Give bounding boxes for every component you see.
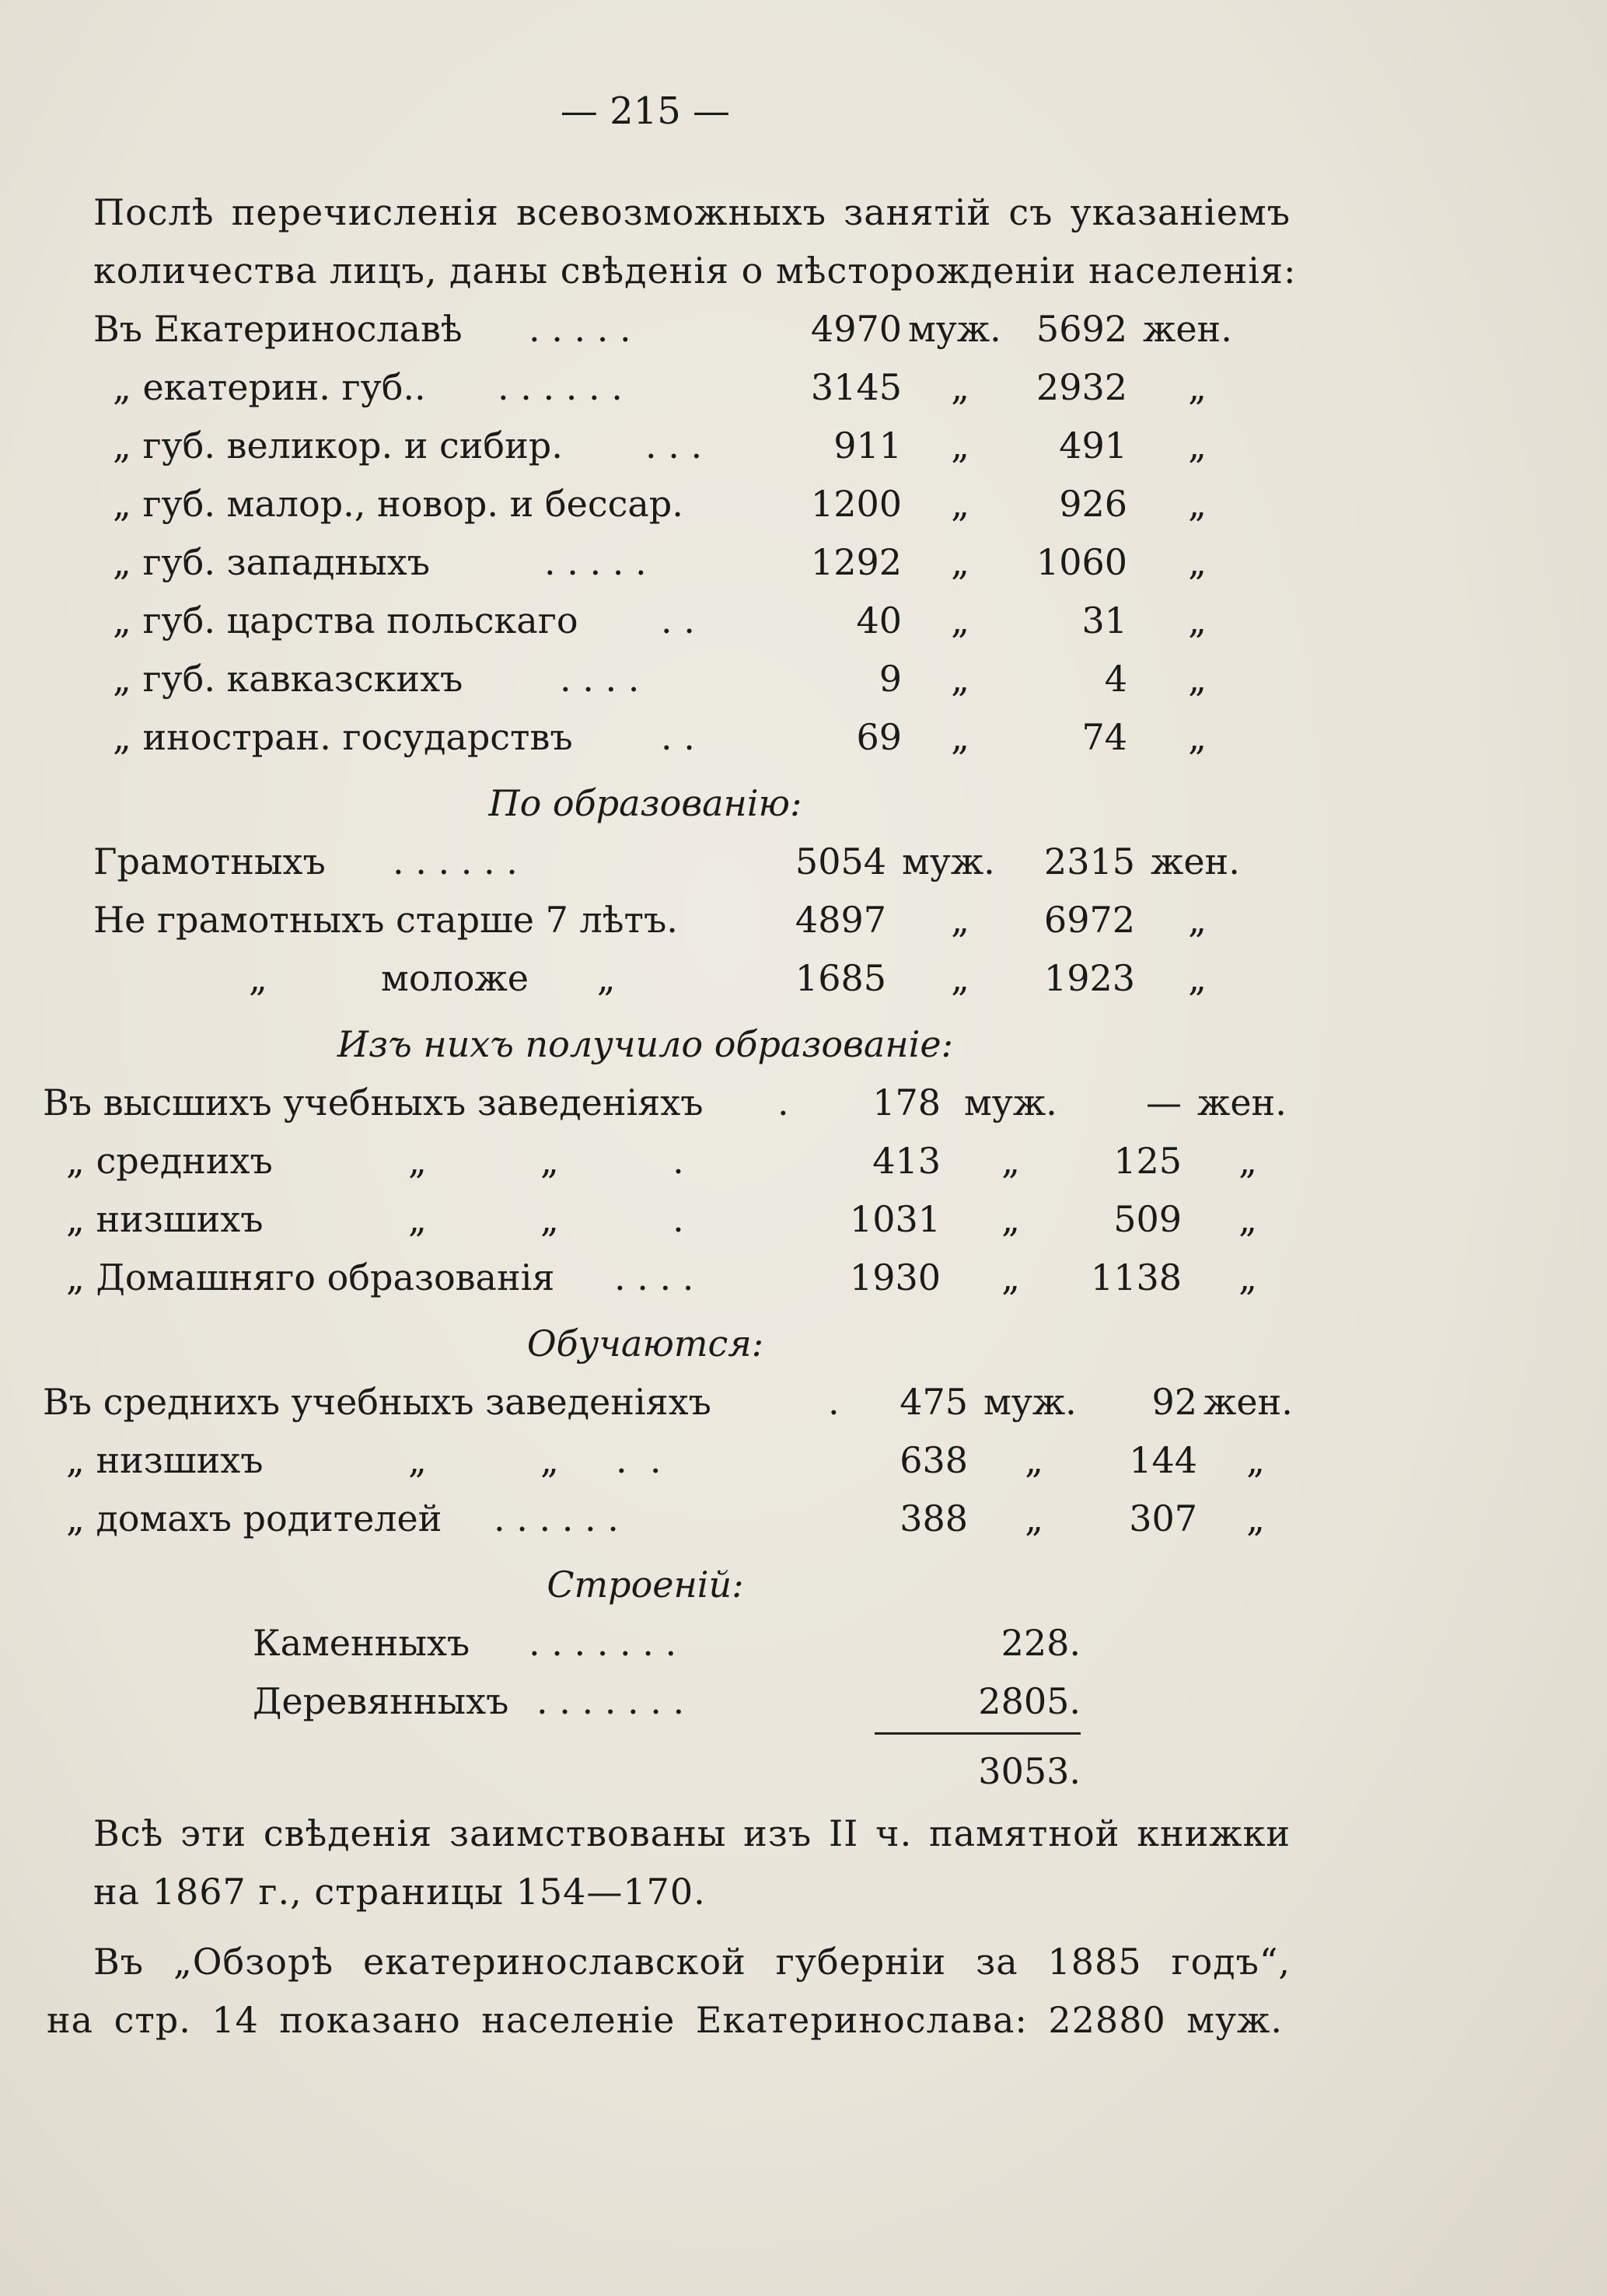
table-row-label: „ моложе „ <box>249 957 616 999</box>
women-count: 491 <box>1059 425 1127 467</box>
page-number: — 215 — <box>560 89 731 133</box>
men-unit: „ <box>951 658 969 700</box>
table-row-label: „ екатерин. губ.. <box>113 366 426 408</box>
women-count: 1060 <box>1036 541 1127 583</box>
table-row-dots: . . . . . . <box>494 1497 619 1539</box>
building-count: 228. <box>1001 1622 1081 1664</box>
table-row-dots: . . . <box>645 425 703 467</box>
women-count: 31 <box>1081 599 1127 641</box>
men-count: 1685 <box>795 957 886 999</box>
women-unit: „ <box>1188 541 1207 583</box>
men-count: 1031 <box>849 1198 941 1240</box>
women-unit: „ <box>1188 658 1207 700</box>
women-count: 6972 <box>1043 899 1135 941</box>
women-count: 1138 <box>1090 1256 1182 1298</box>
women-count: 926 <box>1059 483 1127 525</box>
men-count: 1292 <box>810 541 902 583</box>
women-count: 144 <box>1129 1439 1197 1481</box>
men-count: 5054 <box>795 840 886 882</box>
sum-rule <box>875 1732 1081 1735</box>
table-row-label: „ домахъ родителей <box>66 1497 442 1539</box>
table-row-dots: . . . . . <box>544 541 647 583</box>
men-unit: „ <box>951 899 969 941</box>
women-count: — <box>1146 1082 1182 1124</box>
table-row-label: Деревянныхъ <box>253 1680 509 1722</box>
table-row-dots: . . . . . . <box>498 366 623 408</box>
men-count: 9 <box>879 658 902 700</box>
table-row-label: „ губ. западныхъ <box>113 541 430 583</box>
men-unit: „ <box>951 366 969 408</box>
women-unit: „ <box>1238 1256 1257 1298</box>
men-unit: муж. <box>964 1082 1057 1124</box>
section-heading-received: Изъ нихъ получило образованіе: <box>337 1023 954 1065</box>
men-unit: муж. <box>902 840 995 882</box>
women-count: 125 <box>1113 1140 1182 1182</box>
men-unit: „ <box>1001 1198 1020 1240</box>
table-row-label: „ низшихъ <box>66 1198 264 1240</box>
women-count: 1923 <box>1043 957 1135 999</box>
closing-line-3: Въ „Обзорѣ екатеринославской губерніи за 1885 годъ“, <box>93 1941 1291 1983</box>
building-count: 2805. <box>978 1680 1081 1722</box>
table-row-dots: . . . . . . <box>393 840 518 882</box>
table-row-dots: „ „ . . <box>408 1439 662 1481</box>
table-row-dots: . . . . . . . <box>536 1680 685 1722</box>
women-count: 2315 <box>1043 840 1135 882</box>
closing-line-2: на 1867 г., страницы 154—170. <box>93 1871 706 1913</box>
table-row-label: „ Домашняго образованія <box>66 1256 555 1298</box>
women-count: 92 <box>1151 1381 1197 1423</box>
men-count: 911 <box>833 425 902 467</box>
table-row-dots: „ „ . <box>408 1140 684 1182</box>
table-row-dots: . . . . . <box>529 308 631 350</box>
intro-line-2: количества лицъ, даны свѣденія о мѣсторожденіи населенія: <box>93 250 1297 292</box>
women-count: 5692 <box>1036 308 1127 350</box>
table-row-dots: . <box>777 1082 789 1124</box>
women-unit: жен. <box>1143 308 1232 350</box>
women-count: 2932 <box>1036 366 1127 408</box>
table-row-dots: . . . . <box>614 1256 694 1298</box>
women-count: 74 <box>1081 716 1127 758</box>
table-row-label: „ губ. царства польскаго <box>113 599 578 641</box>
men-count: 178 <box>872 1082 941 1124</box>
men-unit: „ <box>1025 1497 1043 1539</box>
men-count: 3145 <box>810 366 902 408</box>
women-unit: „ <box>1188 957 1207 999</box>
table-row-label: „ губ. малор., новор. и бессар. <box>113 483 683 525</box>
men-unit: „ <box>951 425 969 467</box>
women-unit: „ <box>1246 1497 1265 1539</box>
men-count: 413 <box>872 1140 941 1182</box>
table-row-dots: . . . . . . . <box>529 1622 677 1664</box>
men-count: 1200 <box>810 483 902 525</box>
men-unit: „ <box>1001 1256 1020 1298</box>
table-row-label: Въ среднихъ учебныхъ заведеніяхъ <box>43 1381 711 1423</box>
women-unit: „ <box>1188 599 1207 641</box>
section-heading-education: По образованію: <box>488 782 802 824</box>
men-count: 69 <box>856 716 902 758</box>
table-row-dots: . . <box>661 716 695 758</box>
men-unit: „ <box>951 716 969 758</box>
men-unit: муж. <box>983 1381 1077 1423</box>
men-count: 475 <box>900 1381 968 1423</box>
table-row-label: „ среднихъ <box>66 1140 273 1182</box>
table-row-label: Каменныхъ <box>253 1622 470 1664</box>
women-unit: жен. <box>1204 1381 1293 1423</box>
men-count: 638 <box>900 1439 968 1481</box>
men-count: 1930 <box>849 1256 941 1298</box>
women-unit: „ <box>1188 899 1207 941</box>
men-count: 388 <box>900 1497 968 1539</box>
men-count: 4897 <box>795 899 886 941</box>
table-row-dots: . <box>828 1381 840 1423</box>
intro-line-1: Послѣ перечисленія всевозможныхъ занятій съ указаніемъ <box>93 191 1291 233</box>
table-row-dots: „ „ . <box>408 1198 684 1240</box>
table-row-label: Въ Екатеринославѣ <box>93 308 463 350</box>
table-row-label: Грамотныхъ <box>93 840 326 882</box>
men-unit: „ <box>951 541 969 583</box>
women-unit: „ <box>1246 1439 1265 1481</box>
closing-line-1: Всѣ эти свѣденія заимствованы изъ II ч. памятной книжки <box>93 1812 1291 1854</box>
table-row-label: Въ высшихъ учебныхъ заведеніяхъ <box>43 1082 704 1124</box>
section-heading-buildings: Строеній: <box>547 1564 744 1606</box>
women-count: 509 <box>1113 1198 1182 1240</box>
women-unit: „ <box>1188 366 1207 408</box>
women-count: 4 <box>1104 658 1127 700</box>
women-unit: жен. <box>1197 1082 1287 1124</box>
buildings-total: 3053. <box>978 1750 1081 1792</box>
men-count: 40 <box>856 599 902 641</box>
table-row-dots: . . <box>661 599 695 641</box>
men-count: 4970 <box>810 308 902 350</box>
table-row-label: Не грамотныхъ старше 7 лѣтъ. <box>93 899 678 941</box>
men-unit: „ <box>1001 1140 1020 1182</box>
women-unit: жен. <box>1151 840 1240 882</box>
men-unit: „ <box>951 483 969 525</box>
men-unit: муж. <box>908 308 1001 350</box>
section-heading-studying: Обучаются: <box>526 1323 764 1365</box>
women-unit: „ <box>1188 483 1207 525</box>
men-unit: „ <box>951 957 969 999</box>
men-unit: „ <box>951 599 969 641</box>
table-row-label: „ губ. великор. и сибир. <box>113 425 563 467</box>
women-unit: „ <box>1188 425 1207 467</box>
women-unit: „ <box>1238 1198 1257 1240</box>
table-row-label: „ губ. кавказскихъ <box>113 658 463 700</box>
table-row-label: „ низшихъ <box>66 1439 264 1481</box>
women-unit: „ <box>1238 1140 1257 1182</box>
closing-line-4: на стр. 14 показано населеніе Екатеринослава: 22880 муж. <box>47 1999 1283 2041</box>
women-unit: „ <box>1188 716 1207 758</box>
men-unit: „ <box>1025 1439 1043 1481</box>
women-count: 307 <box>1129 1497 1197 1539</box>
table-row-label: „ иностран. государствъ <box>113 716 573 758</box>
table-row-dots: . . . . <box>560 658 640 700</box>
